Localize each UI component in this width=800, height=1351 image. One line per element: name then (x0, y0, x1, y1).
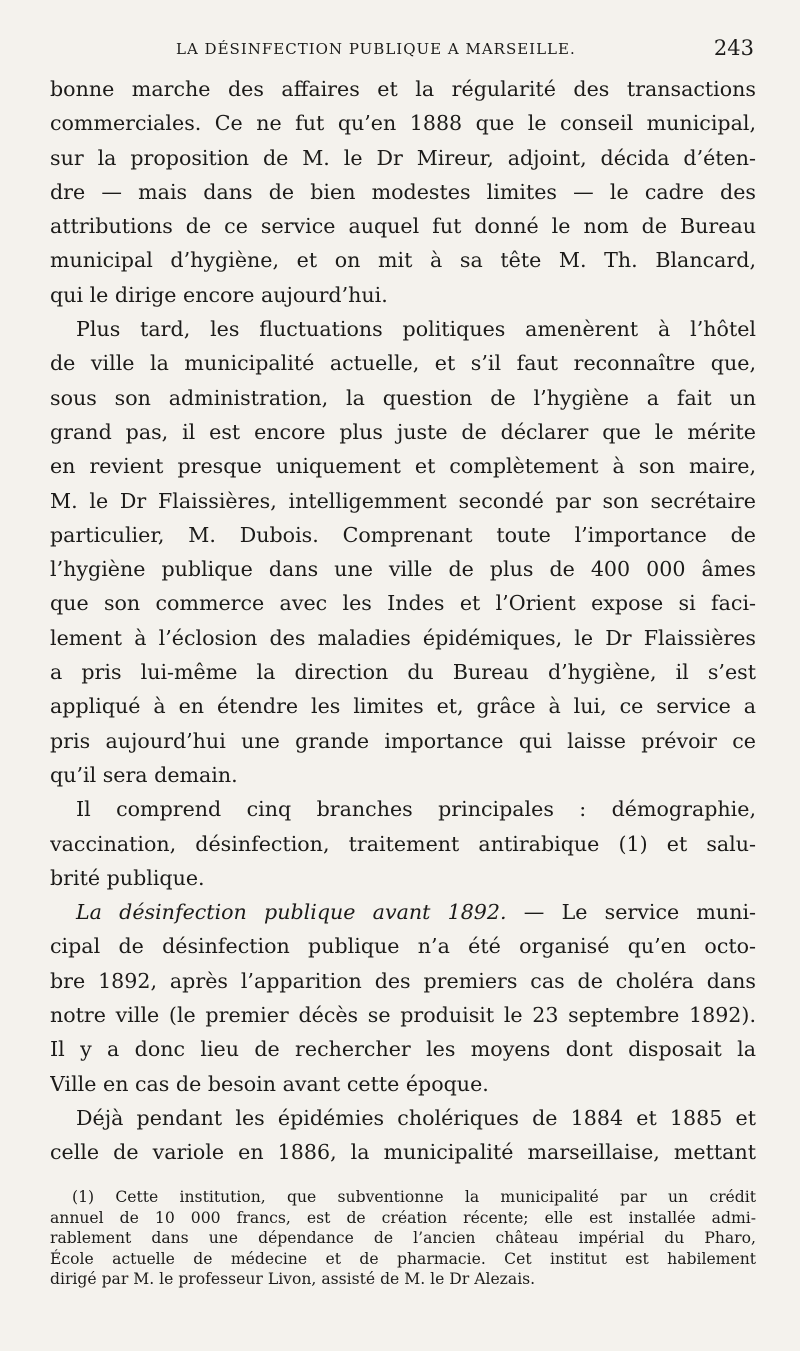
section-heading-line (50, 895, 756, 929)
text-line: commerciales. Ce ne fut qu’en 1888 que le conseil municipal, (50, 111, 756, 136)
text-line: sous son administration, la question de l’hygiène a fait un (50, 385, 756, 410)
text-line: Ville en cas de besoin avant cette époque. (50, 1071, 489, 1096)
text-line: qu’il sera demain. (50, 762, 238, 787)
text-line: l’hygiène publique dans une ville de plus de 400 000 âmes (50, 557, 756, 582)
running-head-title: LA DÉSINFECTION PUBLIQUE A MARSEILLE. (176, 40, 576, 58)
text-line: vaccination, désinfection, traitement antirabique (1) et salu- (50, 831, 756, 856)
footnote-line: (1) Cette institution, que subventionne la municipalité par un crédit (72, 1188, 756, 1206)
text-line: cipal de désinfection publique n’a été organisé qu’en octo- (50, 934, 756, 959)
text-segment: — Le service muni- (523, 900, 756, 925)
page-number: 243 (713, 36, 754, 60)
text-line: dre — mais dans de bien modestes limites — le cadre des (50, 179, 756, 204)
text-line: grand pas, il est encore plus juste de déclarer que le mérite (50, 419, 756, 444)
text-line: bre 1892, après l’apparition des premiers cas de choléra dans (50, 968, 756, 993)
footnote-line: rablement dans une dépendance de l’ancien château impérial du Pharo, (50, 1229, 756, 1248)
footnote (50, 1187, 756, 1290)
text-line: Il comprend cinq branches principales : démographie, (76, 797, 756, 822)
text-line: Il y a donc lieu de rechercher les moyens dont disposait la (50, 1037, 756, 1062)
text-line: appliqué à en étendre les limites et, grâce à lui, ce service a (50, 694, 756, 719)
text-line: pris aujourd’hui une grande importance qui laisse prévoir ce (50, 728, 756, 753)
running-head (48, 36, 760, 66)
text-line: de ville la municipalité actuelle, et s’il faut reconnaître que, (50, 351, 756, 376)
section-heading: La désinfection publique avant 1892. (76, 900, 507, 925)
text-line: celle de variole en 1886, la municipalité marseillaise, mettant (50, 1140, 756, 1165)
text-line: Déjà pendant les épidémies cholériques de 1884 et 1885 et (76, 1105, 756, 1130)
body-text (50, 72, 756, 1170)
text-line: attributions de ce service auquel fut donné le nom de Bureau (50, 214, 756, 239)
text-line: en revient presque uniquement et complètement à son maire, (50, 454, 756, 479)
text-line: Plus tard, les fluctuations politiques amenèrent à l’hôtel (76, 317, 756, 342)
text-line: notre ville (le premier décès se produisit le 23 septembre 1892). (50, 1003, 756, 1028)
text-line: sur la proposition de M. le Dr Mireur, adjoint, décida d’éten- (50, 145, 756, 170)
text-line: particulier, M. Dubois. Comprenant toute l’importance de (50, 522, 756, 547)
text-line: a pris lui-même la direction du Bureau d’hygiène, il s’est (50, 660, 756, 685)
text-line: qui le dirige encore aujourd’hui. (50, 282, 388, 307)
text-line: que son commerce avec les Indes et l’Orient expose si faci- (50, 591, 756, 616)
footnote-line: dirigé par M. le professeur Livon, assisté de M. le Dr Alezais. (50, 1270, 536, 1289)
text-line: municipal d’hygiène, et on mit à sa tête M. Th. Blancard, (50, 248, 756, 273)
footnote-line: annuel de 10 000 francs, est de création récente; elle est installée admi- (50, 1208, 756, 1227)
text-line: M. le Dr Flaissières, intelligemment secondé par son secrétaire (50, 488, 756, 513)
text-line: lement à l’éclosion des maladies épidémiques, le Dr Flaissières (50, 625, 756, 650)
text-line: brité publique. (50, 865, 205, 890)
text-line: bonne marche des affaires et la régularité des transactions (50, 77, 756, 101)
footnote-line: École actuelle de médecine et de pharmacie. Cet institut est habilement (50, 1249, 756, 1268)
